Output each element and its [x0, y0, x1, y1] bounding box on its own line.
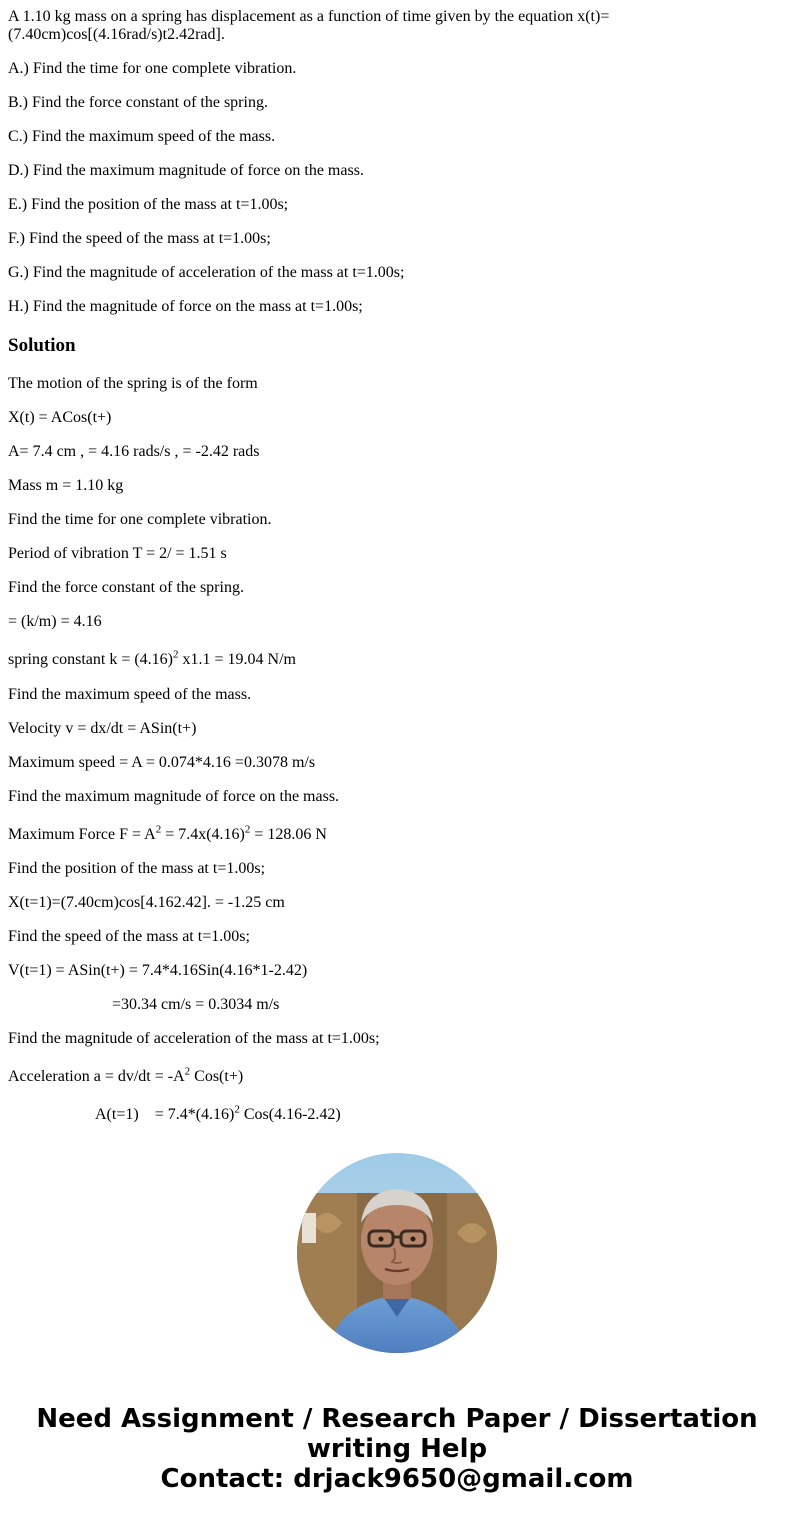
solution-line: V(t=1) = ASin(t+) = 7.4*4.16Sin(4.16*1-2.42) — [8, 962, 308, 979]
problem-intro-line2: (7.40cm)cos[(4.16rad/s)t2.42rad]. — [8, 26, 225, 43]
question-c: C.) Find the maximum speed of the mass. — [8, 128, 276, 145]
text-segment: A(t=1) — [95, 1106, 139, 1123]
solution-line — [8, 823, 327, 844]
contact-email: Contact: drjack9650@gmail.com — [160, 1464, 634, 1494]
question-b: B.) Find the force constant of the spring. — [8, 94, 268, 111]
question-h: H.) Find the magnitude of force on the mass at t=1.00s; — [8, 298, 363, 315]
text-segment: x1.1 = 19.04 N/m — [178, 651, 296, 668]
text-segment: = 7.4x(4.16) — [161, 826, 245, 843]
text-segment: spring constant k = (4.16) — [8, 651, 173, 668]
text-segment: Acceleration a = dv/dt = -A — [8, 1068, 185, 1085]
solution-line: Find the time for one complete vibration. — [8, 511, 272, 528]
solution-line — [8, 648, 296, 669]
superscript: 2 — [155, 823, 162, 836]
solution-line: X(t=1)=(7.40cm)cos[4.162.42]. = -1.25 cm — [8, 894, 285, 911]
problem-intro-line1: A 1.10 kg mass on a spring has displacement as a function of time given by the equation x(t)= — [8, 8, 610, 25]
text-segment: Cos(4.16-2.42) — [239, 1106, 341, 1123]
superscript: 2 — [234, 1103, 240, 1116]
superscript: 2 — [173, 648, 179, 661]
solution-line: Find the magnitude of acceleration of the mass at t=1.00s; — [8, 1030, 380, 1047]
promo-line: Need Assignment / Research Paper / Dissertation — [36, 1404, 758, 1434]
text-segment: Cos(t+) — [190, 1068, 244, 1085]
solution-line: Velocity v = dx/dt = ASin(t+) — [8, 720, 197, 737]
solution-line: The motion of the spring is of the form — [8, 375, 258, 392]
solution-line: Find the position of the mass at t=1.00s; — [8, 860, 266, 877]
text-segment: Maximum Force F = A — [8, 826, 156, 843]
question-a: A.) Find the time for one complete vibration. — [8, 60, 297, 77]
question-d: D.) Find the maximum magnitude of force on the mass. — [8, 162, 364, 179]
superscript: 2 — [184, 1065, 191, 1078]
text-segment: = 128.06 N — [250, 826, 327, 843]
solution-line: Find the force constant of the spring. — [8, 579, 244, 596]
solution-line: Find the maximum speed of the mass. — [8, 686, 252, 703]
solution-line: A= 7.4 cm , = 4.16 rads/s , = -2.42 rads — [8, 443, 260, 460]
solution-line: Mass m = 1.10 kg — [8, 477, 124, 494]
question-g: G.) Find the magnitude of acceleration of the mass at t=1.00s; — [8, 264, 405, 281]
promo-footer — [0, 1404, 794, 1494]
solution-line: Maximum speed = A = 0.074*4.16 =0.3078 m/s — [8, 754, 316, 771]
solution-line: Find the speed of the mass at t=1.00s; — [8, 928, 250, 945]
portrait-image — [297, 1153, 497, 1353]
solution-line: =30.34 cm/s = 0.3034 m/s — [112, 996, 280, 1013]
solution-line: = (k/m) = 4.16 — [8, 613, 102, 630]
solution-line — [95, 1103, 341, 1124]
promo-line: writing Help — [306, 1434, 488, 1464]
solution-line: Period of vibration T = 2/ = 1.51 s — [8, 545, 227, 562]
solution-heading: Solution — [8, 335, 76, 356]
question-f: F.) Find the speed of the mass at t=1.00s; — [8, 230, 271, 247]
solution-line: X(t) = ACos(t+) — [8, 409, 112, 426]
question-e: E.) Find the position of the mass at t=1.00s; — [8, 196, 289, 213]
superscript: 2 — [244, 823, 251, 836]
author-avatar — [297, 1153, 497, 1353]
solution-line: Find the maximum magnitude of force on the mass. — [8, 788, 340, 805]
text-segment: = 7.4*(4.16) — [154, 1106, 235, 1123]
solution-line — [8, 1065, 244, 1086]
